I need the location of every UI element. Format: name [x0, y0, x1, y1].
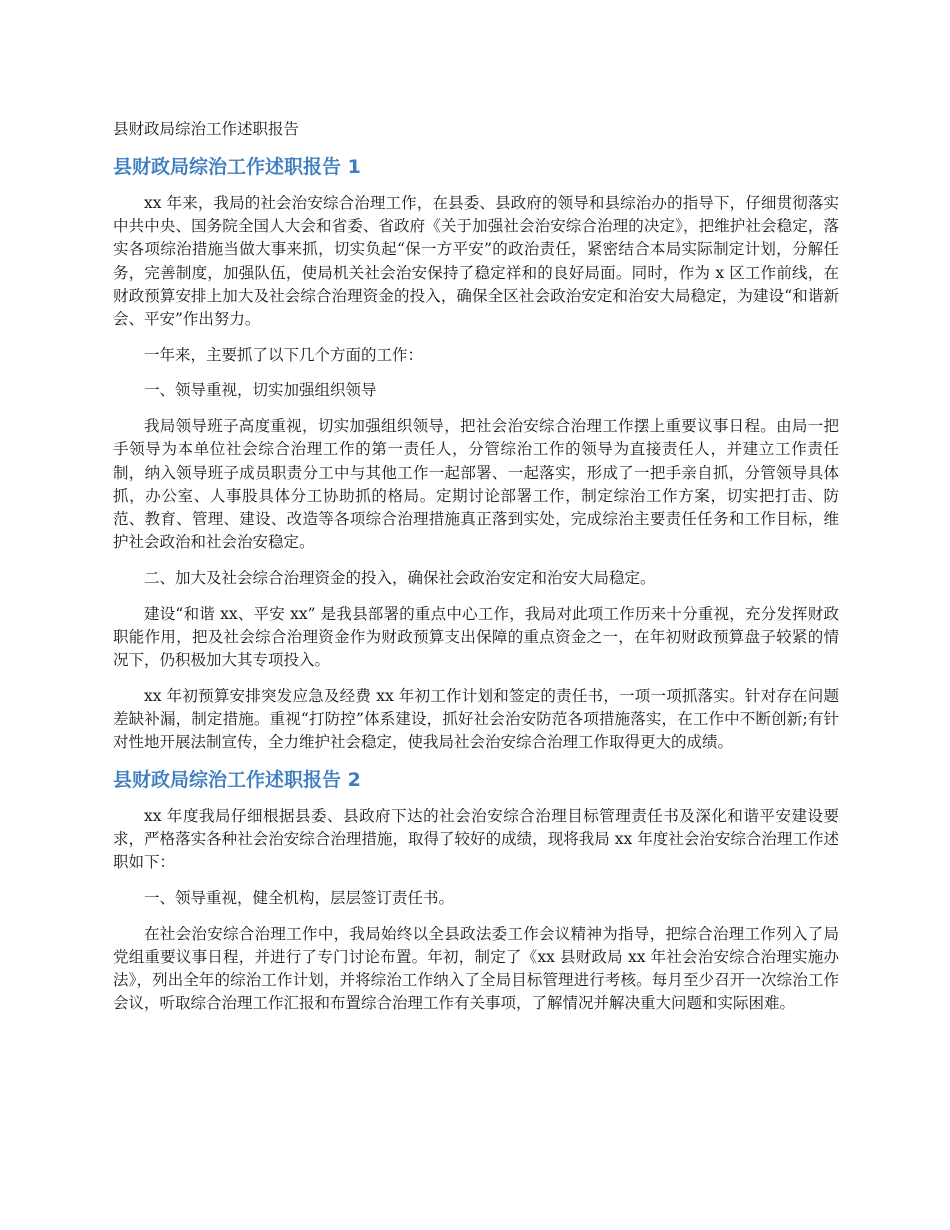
paragraph: 我局领导班子高度重视，切实加强组织领导，把社会治安综合治理工作摆上重要议事日程。由局一把手领导为本单位社会综合治理工作的第一责任人，分管综治工作的领导为直接责任人，并建立工作责任制，纳入领导班子成员职责分工中与其他工作一起部署、一起落实，形成了一把手亲自抓，分管领导具体抓，办公室、人事股具体分工协助抓的格局。定期讨论部署工作，制定综治工作方案，切实把打击、防范、教育、管理、建设、改造等各项综合治理措施真正落到实处，完成综治主要责任任务和工作目标，维护社会政治和社会治安稳定。 [113, 417, 839, 552]
section-heading-1: 县财政局综治工作述职报告 1 [113, 156, 361, 178]
paragraph: 二、加大及社会综合治理资金的投入，确保社会政治安定和治安大局稳定。 [144, 568, 656, 587]
paragraph: 一、领导重视，切实加强组织领导 [144, 381, 377, 400]
paragraph: 一年来，主要抓了以下几个方面的工作： [144, 345, 424, 364]
paragraph: 在社会治安综合治理工作中，我局始终以全县政法委工作会议精神为指导，把综合治理工作列入了局党组重要议事日程，并进行了专门讨论布置。年初，制定了《xx 县财政局 xx 年社会治安综合治理实施办法》，列出全年的综治工作计划，并将综治工作纳入了全局目标管理进行考核。每月至少召开一次综治工作会议，听取综合治理工作汇报和布置综合治理工作有关事项，了解情况并解决重大问题和实际困难。 [113, 924, 839, 1013]
paragraph: xx 年来，我局的社会治安综合治理工作，在县委、县政府的领导和县综治办的指导下，仔细贯彻落实中共中央、国务院全国人大会和省委、省政府《关于加强社会治安综合治理的决定》，把维护社会稳定，落实各项综治措施当做大事来抓，切实负起“保一方平安”的政治责任，紧密结合本局实际制定计划，分解任务，完善制度，加强队伍，使局机关社会治安保持了稳定祥和的良好局面。同时，作为 x 区工作前线，在财政预算安排上加大及社会综合治理资金的投入，确保全区社会政治安定和治安大局稳定，为建设“和谐新会、平安”作出努力。 [113, 194, 839, 329]
section-heading-2: 县财政局综治工作述职报告 2 [113, 768, 361, 791]
paragraph: 一、领导重视，健全机构，层层签订责任书。 [144, 888, 455, 907]
document-title: 县财政局综治工作述职报告 [113, 120, 300, 138]
paragraph: xx 年初预算安排突发应急及经费 xx 年初工作计划和签定的责任书，一项一项抓落实。针对存在问题差缺补漏，制定措施。重视“打防控”体系建设，抓好社会治安防范各项措施落实，在工作中不断创新;有针对性地开展法制宣传，全力维护社会稳定，使我局社会治安综合治理工作取得更大的成绩。 [113, 686, 839, 752]
report-section-2 [113, 767, 839, 1016]
paragraph: xx 年度我局仔细根据县委、县政府下达的社会治安综合治理目标管理责任书及深化和谐平安建设要求，严格落实各种社会治安综合治理措施，取得了较好的成绩，现将我局 xx 年度社会治安综合治理工作述职如下： [113, 806, 839, 872]
document-page [113, 118, 839, 1028]
paragraph: 建设“和谐 xx、平安 xx” 是我县部署的重点中心工作，我局对此项工作历来十分重视，充分发挥财政职能作用，把及社会综合治理资金作为财政预算支出保障的重点资金之一，在年初财政预算盘子较紧的情况下，仍积极加大其专项投入。 [113, 604, 839, 669]
report-section-1 [113, 154, 839, 754]
